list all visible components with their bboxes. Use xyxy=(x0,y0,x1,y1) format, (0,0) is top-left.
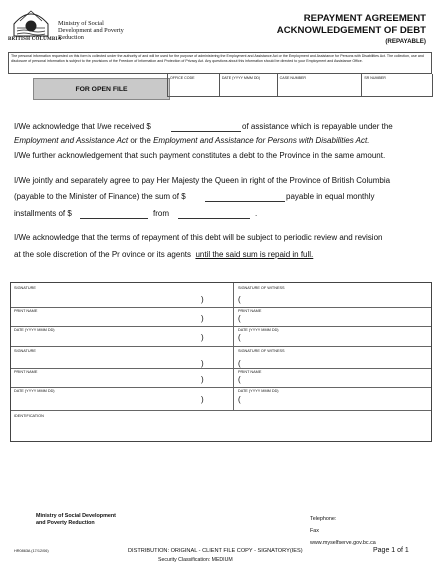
witness-signature-field-1[interactable]: ( xyxy=(238,295,241,304)
paragraph-2: I/We further acknowledgement that such payment constitutes a debt to the Province in the same amount. xyxy=(14,151,386,160)
form-type: (REPAYABLE) xyxy=(385,38,426,45)
paragraph-4-line-1: I/We acknowledge that the terms of repayment of this debt will be subject to periodic review and revision xyxy=(14,233,383,242)
bc-government-logo xyxy=(8,6,54,52)
installment-blank[interactable] xyxy=(80,218,148,219)
print-name-label-2: PRINT NAME xyxy=(14,370,38,374)
ministry-name: Ministry of Social Development and Poverty Reduction xyxy=(58,20,124,41)
privacy-notice: The personal information requested on this form is collected under the authority of and will be used for the purpose of administering the Employment and Assistance Act or the Employment and Assistance for Persons with Disabilities Act. The collection, use and disclosure of personal information is subject to the provisions of the Freedom of Information and Protection of Privacy Act. Any questions about this information should be directed to your Employment and Assistance Office. xyxy=(8,52,432,74)
witness-signature-label: SIGNATURE OF WITNESS xyxy=(238,286,285,290)
date-label-2: DATE (YYYY MMM DD) xyxy=(14,389,55,393)
witness-date-label-2: DATE (YYYY MMM DD) xyxy=(238,389,279,393)
witness-print-name-field-2[interactable]: ( xyxy=(238,375,241,384)
witness-print-name-label: PRINT NAME xyxy=(238,309,262,313)
paragraph-3-line-1: I/We jointly and separately agree to pay Her Majesty the Queen in right of the Province of British Columbia xyxy=(14,176,391,185)
print-name-field-1[interactable]: ) xyxy=(201,314,204,323)
signature-label: SIGNATURE xyxy=(14,286,36,290)
open-file-label: FOR OPEN FILE xyxy=(33,78,170,100)
witness-signature-field-2[interactable]: ( xyxy=(238,359,241,368)
date-field-1[interactable]: ) xyxy=(201,333,204,342)
form-subtitle: ACKNOWLEDGEMENT OF DEBT xyxy=(276,25,426,36)
witness-print-name-label-2: PRINT NAME xyxy=(238,370,262,374)
print-name-field-2[interactable]: ) xyxy=(201,375,204,384)
paragraph-3-line-2-end: payable in equal monthly xyxy=(286,192,375,201)
website-link[interactable]: www.myselfserve.gov.bc.ca xyxy=(310,540,376,546)
form-code: HR0863A (17/12/06) xyxy=(14,549,49,553)
from-date-blank[interactable] xyxy=(178,218,250,219)
security-classification: Security Classification: MEDIUM xyxy=(158,557,233,563)
office-fields-divider xyxy=(167,96,433,97)
signature-table xyxy=(10,282,432,442)
form-title: REPAYMENT AGREEMENT xyxy=(303,13,426,24)
fax-label: Fax xyxy=(310,528,319,534)
witness-date-field-2[interactable]: ( xyxy=(238,395,241,404)
date-field[interactable]: DATE (YYYY MMM DD) xyxy=(220,74,278,96)
paragraph-3-line-3: installments of $ xyxy=(14,209,72,218)
footer-contact xyxy=(310,513,376,549)
page-number: Page 1 of 1 xyxy=(373,547,409,554)
identification-label: IDENTIFICATION xyxy=(14,414,44,418)
paragraph-1-line-1-end: of assistance which is repayable under the xyxy=(242,122,393,131)
signature-field-2[interactable]: ) xyxy=(201,359,204,368)
office-fields xyxy=(167,74,433,96)
from-label: from xyxy=(153,209,169,218)
witness-print-name-field-1[interactable]: ( xyxy=(238,314,241,323)
signature-label-2: SIGNATURE xyxy=(14,349,36,353)
signature-field-1[interactable]: ) xyxy=(201,295,204,304)
case-number-field[interactable]: CASE NUMBER xyxy=(278,74,363,96)
date-field-2[interactable]: ) xyxy=(201,395,204,404)
witness-signature-label-2: SIGNATURE OF WITNESS xyxy=(238,349,285,353)
witness-date-field-1[interactable]: ( xyxy=(238,333,241,342)
amount-received-blank[interactable] xyxy=(171,131,241,132)
paragraph-3-line-2: (payable to the Minister of Finance) the sum of $ xyxy=(14,192,186,201)
province-wordmark: BRITISH COLUMBIA xyxy=(8,37,62,42)
distribution-note: DISTRIBUTION: ORIGINAL - CLIENT FILE COPY - SIGNATORY(IES) xyxy=(128,548,303,554)
paragraph-1-line-1: I/We acknowledge that I/we received $ xyxy=(14,122,151,131)
office-code-field[interactable]: OFFICE CODE xyxy=(168,74,220,96)
print-name-label: PRINT NAME xyxy=(14,309,38,313)
date-label: DATE (YYYY MMM DD) xyxy=(14,328,55,332)
sr-number-field[interactable]: SR NUMBER xyxy=(362,74,433,96)
sum-blank[interactable] xyxy=(205,201,285,202)
witness-date-label: DATE (YYYY MMM DD) xyxy=(238,328,279,332)
period-mark: . xyxy=(255,209,258,218)
paragraph-1-line-2: Employment and Assistance Act or the Employment and Assistance for Persons with Disabilities Act. xyxy=(14,136,370,145)
identification-field[interactable] xyxy=(11,410,431,443)
telephone-label: Telephone: xyxy=(310,516,337,522)
paragraph-4-line-2: at the sole discretion of the Pr ovince or its agents until the said sum is repaid in full. xyxy=(14,250,314,259)
footer-ministry: Ministry of Social Development and Poverty Reduction xyxy=(36,513,116,526)
